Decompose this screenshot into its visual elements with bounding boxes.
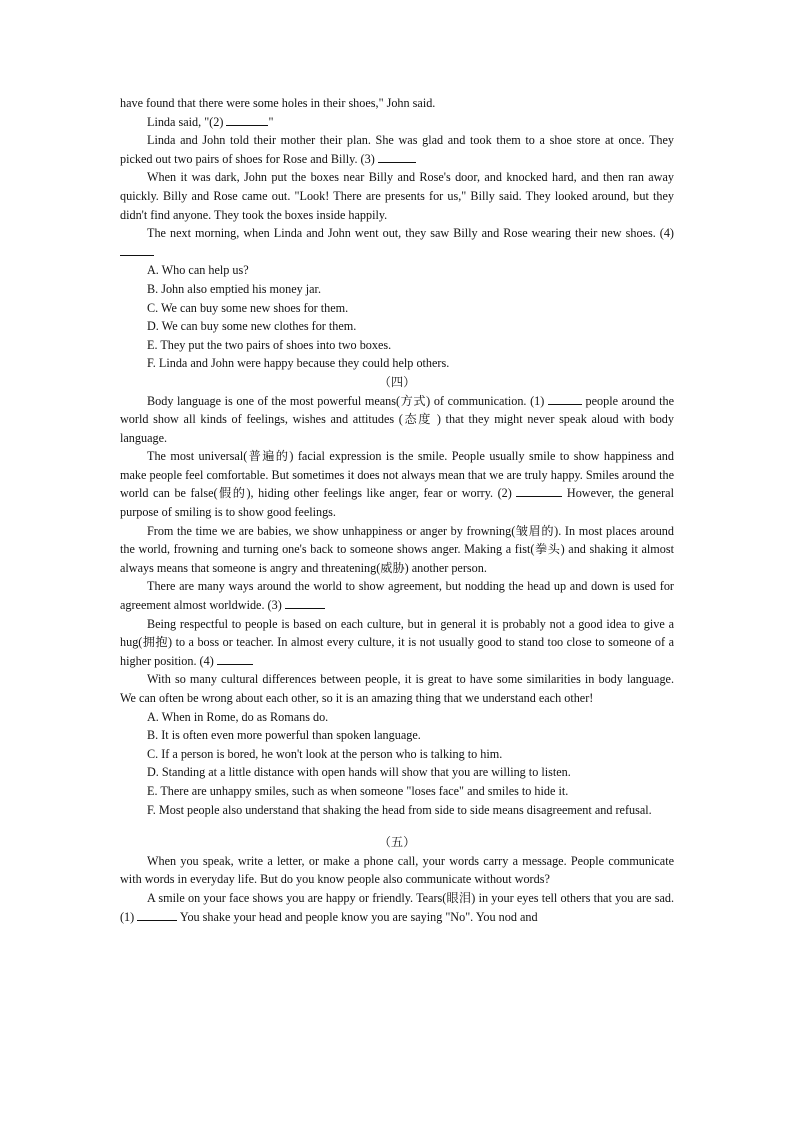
answer-blank[interactable] bbox=[217, 653, 253, 665]
option-item: A. Who can help us? bbox=[147, 263, 249, 278]
passage4-paragraph-3: From the time we are babies, we show unhappiness or anger by frowning(皱眉的). In most places around the world, frowning and turning one's back to someone shows anger. Making a fist(拳头) and shaking it almost always means that someone is angry and threatening(威胁) another person. bbox=[120, 523, 674, 575]
option-item: D. We can buy some new clothes for them. bbox=[147, 319, 357, 334]
option-item: A. When in Rome, do as Romans do. bbox=[147, 709, 329, 724]
answer-blank[interactable] bbox=[548, 393, 582, 405]
option-item: B. John also emptied his money jar. bbox=[147, 281, 321, 296]
passage5-paragraph-1: When you speak, write a letter, or make a phone call, your words carry a message. People communicate with words in everyday life. But do you know people also communicate without words? bbox=[120, 853, 674, 887]
answer-blank[interactable] bbox=[285, 597, 325, 609]
option-item: C. We can buy some new shoes for them. bbox=[147, 300, 349, 315]
passage4-paragraph-2: The most universal(普遍的) facial expression is the smile. People usually smile to show happiness and make people feel comfortable. But sometimes it does not always mean that we are truly happy. Smiles around the world can be false(假的), hiding other feelings like anger, fear or worry. (2) However, the general purpose of smiling is to show good feelings. bbox=[120, 449, 674, 520]
answer-blank[interactable] bbox=[120, 244, 154, 256]
option-item: E. There are unhappy smiles, such as when someone "loses face" and smiles to hide it. bbox=[147, 783, 569, 798]
section-heading-5: （五） bbox=[378, 835, 416, 850]
answer-blank[interactable] bbox=[137, 909, 177, 921]
option-item: F. Most people also understand that shaking the head from side to side means disagreement and refusal. bbox=[147, 802, 652, 817]
passage3-paragraph-4: When it was dark, John put the boxes near Billy and Rose's door, and knocked hard, and then ran away quickly. Billy and Rose came out. "Look! There are presents for us," Billy said. They looked around, but they didn't find anyone. They took the boxes inside happily. bbox=[120, 170, 674, 222]
passage3-paragraph-3: Linda and John told their mother their plan. She was glad and took them to a shoe store at once. They picked out two pairs of shoes for Rose and Billy. (3) bbox=[120, 133, 674, 166]
passage4-paragraph-6: With so many cultural differences between people, it is great to have some similarities in body language. We can often be wrong about each other, so it is an amazing thing that we understand each other! bbox=[120, 672, 674, 705]
passage5-paragraph-2: A smile on your face shows you are happy or friendly. Tears(眼泪) in your eyes tell others that you are sad. (1) You shake your head and people know you are saying "No". You nod and bbox=[120, 890, 674, 924]
document-page bbox=[120, 94, 674, 926]
section-spacer bbox=[120, 819, 674, 833]
option-item: F. Linda and John were happy because they could help others. bbox=[147, 356, 450, 371]
answer-blank[interactable] bbox=[378, 151, 416, 163]
option-item: D. Standing at a little distance with open hands will show that you are willing to listen. bbox=[147, 765, 571, 780]
passage4-paragraph-4: There are many ways around the world to show agreement, but nodding the head up and down is used for agreement almost worldwide. (3) bbox=[120, 579, 674, 613]
passage3-paragraph-5: The next morning, when Linda and John went out, they saw Billy and Rose wearing their new shoes. (4) bbox=[120, 224, 674, 261]
passage3-paragraph-1: have found that there were some holes in their shoes," John said. bbox=[120, 96, 436, 110]
passage3-paragraph-2: Linda said, "(2) " bbox=[147, 114, 274, 129]
option-item: E. They put the two pairs of shoes into two boxes. bbox=[147, 337, 392, 352]
answer-blank[interactable] bbox=[226, 114, 268, 126]
option-item: C. If a person is bored, he won't look at the person who is talking to him. bbox=[147, 746, 503, 761]
passage4-paragraph-1: Body language is one of the most powerful means(方式) of communication. (1) people around the world show all kinds of feelings, wishes and attitudes (态度 ) that they might never speak aloud with body language. bbox=[120, 393, 675, 445]
passage4-paragraph-5: Being respectful to people is based on each culture, but in general it is probably not a good idea to give a hug(拥抱) to a boss or teacher. In almost every culture, it is not usually good to stand too close to someone of a higher position. (4) bbox=[120, 616, 674, 668]
option-item: B. It is often even more powerful than spoken language. bbox=[147, 728, 421, 743]
answer-blank[interactable] bbox=[516, 485, 562, 497]
section-heading-4: （四） bbox=[378, 374, 416, 389]
